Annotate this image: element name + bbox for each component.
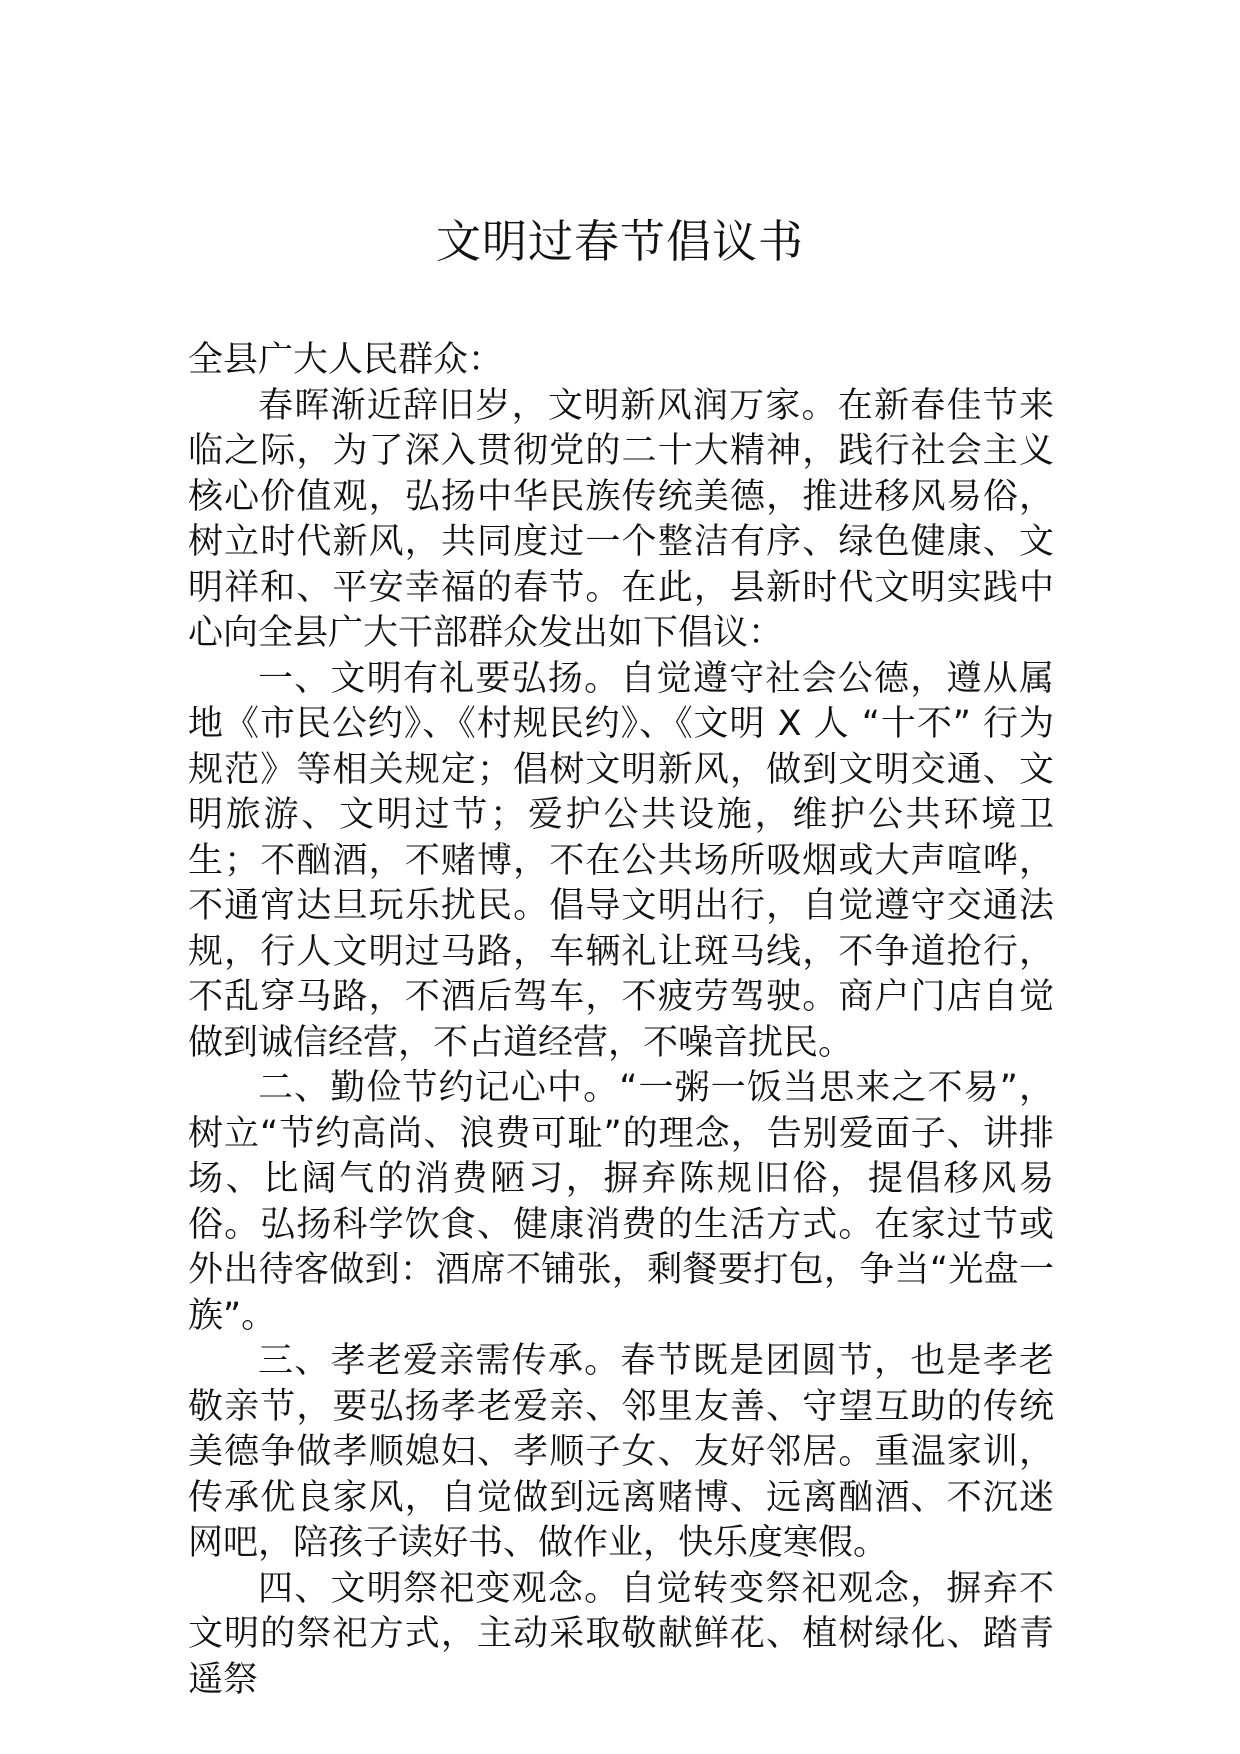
document-body [188,338,1054,1703]
paragraph-worship: 四、文明祭祀变观念。自觉转变祭祀观念，摒弃不文明的祭祀方式，主动采取敬献鲜花、植树绿化、踏青遥祭 [188,1568,1054,1700]
paragraph-civility: 一、文明有礼要弘扬。自觉遵守社会公德，遵从属地《市民公约》、《村规民约》、《文明 X 人 “十不” 行为规范》等相关规定；倡树文明新风，做到文明交通、文明旅游、文明过节；爱护公共设施，维护公共环境卫生；不酗酒，不赌博，不在公共场所吸烟或大声喧哗，不通宵达旦玩乐扰民。倡导文明出行，自觉遵守交通法规，行人文明过马路，车辆礼让斑马线，不争道抢行，不乱穿马路，不酒后驾车，不疲劳驾驶。商户门店自觉做到诚信经营，不占道经营，不噪音扰民。 [188,658,1054,1063]
salutation: 全县广大人民群众： [188,340,504,380]
document-title: 文明过春节倡议书 [435,215,804,268]
paragraph-intro: 春晖渐近辞旧岁，文明新风润万家。在新春佳节来临之际，为了深入贯彻党的二十大精神，践行社会主义核心价值观，弘扬中华民族传统美德，推进移风易俗，树立时代新风，共同度过一个整洁有序、绿色健康、文明祥和、平安幸福的春节。在此，县新时代文明实践中心向全县广大干部群众发出如下倡议： [188,385,1054,653]
paragraph-thrift: 二、勤俭节约记心中。“一粥一饭当思来之不易”，树立“节约高尚、浪费可耻”的理念，告别爱面子、讲排场、比阔气的消费陋习，摒弃陈规旧俗，提倡移风易俗。弘扬科学饮食、健康消费的生活方式。在家过节或外出待客做到：酒席不铺张，剩餐要打包，争当“光盘一族”。 [188,1068,1054,1336]
paragraph-filial-piety: 三、孝老爱亲需传承。春节既是团圆节，也是孝老敬亲节，要弘扬孝老爱亲、邻里友善、守望互助的传统美德争做孝顺媳妇、孝顺子女、友好邻居。重温家训，传承优良家风，自觉做到远离赌博、远离酗酒、不沉迷网吧，陪孩子读好书、做作业，快乐度寒假。 [188,1341,1054,1563]
